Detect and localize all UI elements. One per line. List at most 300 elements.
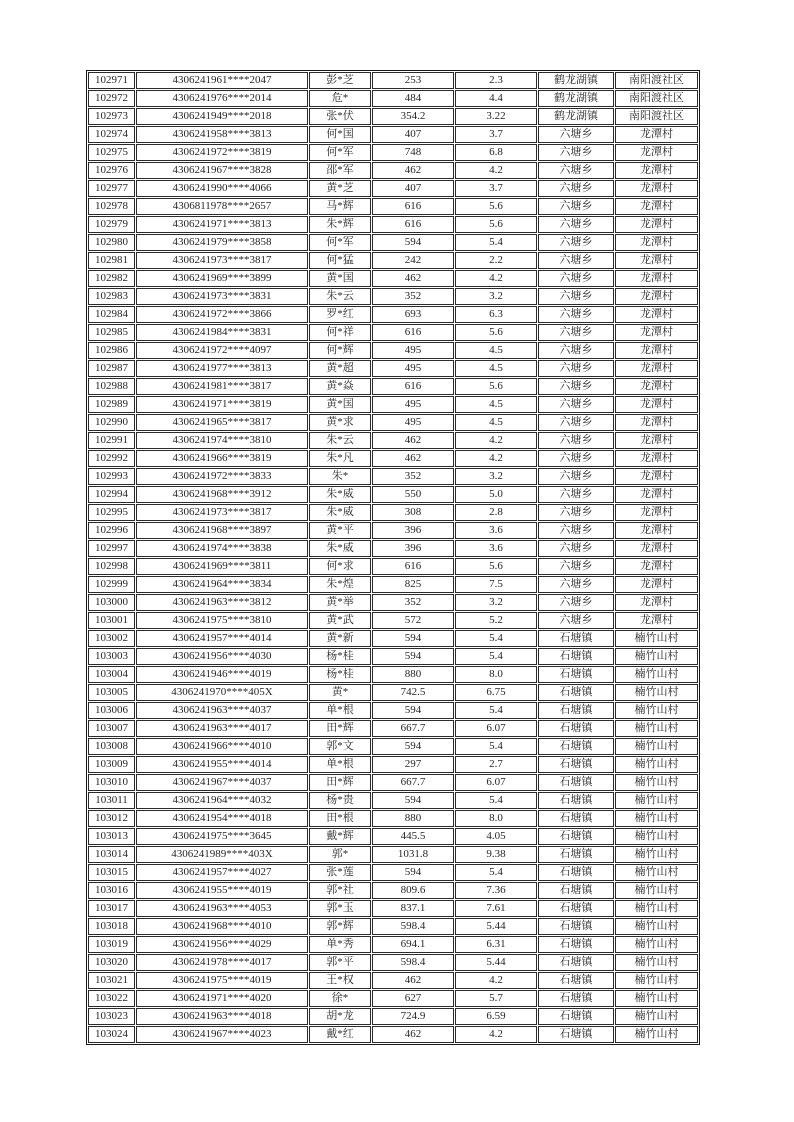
- cell-town: 六塘乡: [538, 432, 614, 449]
- cell-id_masked: 4306241973****3817: [136, 504, 308, 521]
- cell-town: 六塘乡: [538, 216, 614, 233]
- cell-id_masked: 4306241955****4019: [136, 882, 308, 899]
- cell-name: 黄*焱: [309, 378, 371, 395]
- cell-name: 田*根: [309, 810, 371, 827]
- cell-town: 石塘镇: [538, 738, 614, 755]
- cell-amount: 594: [372, 792, 454, 809]
- cell-seq: 103020: [88, 954, 135, 971]
- cell-name: 何*辉: [309, 342, 371, 359]
- cell-name: 郭*玉: [309, 900, 371, 917]
- cell-name: 张*莲: [309, 864, 371, 881]
- cell-town: 石塘镇: [538, 828, 614, 845]
- cell-amount: 462: [372, 270, 454, 287]
- cell-amount: 354.2: [372, 108, 454, 125]
- cell-id_masked: 4306241974****3838: [136, 540, 308, 557]
- cell-id_masked: 4306241979****3858: [136, 234, 308, 251]
- table-row: [88, 108, 698, 125]
- cell-town: 石塘镇: [538, 666, 614, 683]
- cell-town: 六塘乡: [538, 450, 614, 467]
- cell-rate: 6.31: [455, 936, 537, 953]
- cell-village: 龙潭村: [615, 540, 698, 557]
- table-row: [88, 720, 698, 737]
- cell-town: 六塘乡: [538, 468, 614, 485]
- cell-seq: 103008: [88, 738, 135, 755]
- cell-name: 朱*威: [309, 540, 371, 557]
- cell-rate: 5.7: [455, 990, 537, 1007]
- cell-village: 龙潭村: [615, 126, 698, 143]
- cell-name: 朱*威: [309, 486, 371, 503]
- table-row: [88, 684, 698, 701]
- cell-town: 石塘镇: [538, 882, 614, 899]
- cell-seq: 103014: [88, 846, 135, 863]
- table-row: [88, 648, 698, 665]
- table-row: [88, 576, 698, 593]
- cell-village: 楠竹山村: [615, 702, 698, 719]
- cell-seq: 102990: [88, 414, 135, 431]
- cell-seq: 102971: [88, 72, 135, 89]
- cell-rate: 5.6: [455, 324, 537, 341]
- cell-village: 楠竹山村: [615, 918, 698, 935]
- cell-town: 六塘乡: [538, 576, 614, 593]
- cell-id_masked: 4306241966****4010: [136, 738, 308, 755]
- cell-seq: 103001: [88, 612, 135, 629]
- cell-rate: 5.6: [455, 198, 537, 215]
- cell-amount: 742.5: [372, 684, 454, 701]
- cell-town: 六塘乡: [538, 234, 614, 251]
- cell-town: 六塘乡: [538, 162, 614, 179]
- cell-seq: 102997: [88, 540, 135, 557]
- cell-name: 危*: [309, 90, 371, 107]
- cell-amount: 396: [372, 522, 454, 539]
- cell-amount: 667.7: [372, 720, 454, 737]
- cell-amount: 594: [372, 738, 454, 755]
- cell-name: 何*求: [309, 558, 371, 575]
- cell-town: 六塘乡: [538, 540, 614, 557]
- cell-town: 六塘乡: [538, 594, 614, 611]
- cell-id_masked: 4306241989****403X: [136, 846, 308, 863]
- cell-name: 郭*社: [309, 882, 371, 899]
- cell-rate: 4.2: [455, 432, 537, 449]
- cell-rate: 5.0: [455, 486, 537, 503]
- cell-rate: 3.2: [455, 468, 537, 485]
- cell-id_masked: 4306241949****2018: [136, 108, 308, 125]
- cell-rate: 3.2: [455, 288, 537, 305]
- cell-rate: 4.5: [455, 342, 537, 359]
- table-row: [88, 990, 698, 1007]
- table-row: [88, 432, 698, 449]
- cell-id_masked: 4306241958****3813: [136, 126, 308, 143]
- cell-seq: 103021: [88, 972, 135, 989]
- table-row: [88, 306, 698, 323]
- cell-seq: 103009: [88, 756, 135, 773]
- cell-seq: 103011: [88, 792, 135, 809]
- cell-seq: 102978: [88, 198, 135, 215]
- cell-seq: 102977: [88, 180, 135, 197]
- cell-village: 楠竹山村: [615, 900, 698, 917]
- cell-id_masked: 4306241967****4037: [136, 774, 308, 791]
- cell-amount: 616: [372, 216, 454, 233]
- cell-amount: 407: [372, 126, 454, 143]
- cell-rate: 9.38: [455, 846, 537, 863]
- cell-village: 楠竹山村: [615, 864, 698, 881]
- cell-village: 龙潭村: [615, 342, 698, 359]
- cell-name: 黄*芝: [309, 180, 371, 197]
- table-row: [88, 414, 698, 431]
- cell-seq: 103012: [88, 810, 135, 827]
- cell-amount: 352: [372, 468, 454, 485]
- cell-town: 石塘镇: [538, 792, 614, 809]
- cell-town: 石塘镇: [538, 900, 614, 917]
- cell-rate: 6.59: [455, 1008, 537, 1025]
- cell-rate: 5.2: [455, 612, 537, 629]
- cell-town: 六塘乡: [538, 198, 614, 215]
- cell-amount: 495: [372, 396, 454, 413]
- cell-village: 楠竹山村: [615, 630, 698, 647]
- table-row: [88, 378, 698, 395]
- cell-seq: 102989: [88, 396, 135, 413]
- cell-name: 何*猛: [309, 252, 371, 269]
- cell-name: 邵*军: [309, 162, 371, 179]
- cell-seq: 103023: [88, 1008, 135, 1025]
- table-row: [88, 360, 698, 377]
- cell-village: 龙潭村: [615, 414, 698, 431]
- cell-rate: 2.2: [455, 252, 537, 269]
- cell-town: 石塘镇: [538, 936, 614, 953]
- cell-id_masked: 4306241981****3817: [136, 378, 308, 395]
- cell-town: 六塘乡: [538, 414, 614, 431]
- cell-village: 龙潭村: [615, 612, 698, 629]
- cell-rate: 6.07: [455, 774, 537, 791]
- cell-amount: 837.1: [372, 900, 454, 917]
- cell-id_masked: 4306241971****3819: [136, 396, 308, 413]
- cell-seq: 102992: [88, 450, 135, 467]
- cell-rate: 5.4: [455, 630, 537, 647]
- table-row: [88, 126, 698, 143]
- cell-amount: 748: [372, 144, 454, 161]
- cell-id_masked: 4306241973****3817: [136, 252, 308, 269]
- cell-id_masked: 4306241964****3834: [136, 576, 308, 593]
- cell-rate: 5.4: [455, 738, 537, 755]
- table-row: [88, 702, 698, 719]
- cell-amount: 253: [372, 72, 454, 89]
- cell-id_masked: 4306241975****3810: [136, 612, 308, 629]
- cell-seq: 103007: [88, 720, 135, 737]
- cell-amount: 598.4: [372, 918, 454, 935]
- cell-seq: 102995: [88, 504, 135, 521]
- cell-village: 龙潭村: [615, 576, 698, 593]
- cell-seq: 103006: [88, 702, 135, 719]
- cell-id_masked: 4306241969****3811: [136, 558, 308, 575]
- table-row: [88, 216, 698, 233]
- cell-rate: 5.44: [455, 918, 537, 935]
- cell-amount: 407: [372, 180, 454, 197]
- cell-amount: 616: [372, 558, 454, 575]
- table-row: [88, 882, 698, 899]
- cell-village: 龙潭村: [615, 450, 698, 467]
- cell-village: 龙潭村: [615, 396, 698, 413]
- cell-name: 戴*辉: [309, 828, 371, 845]
- cell-town: 六塘乡: [538, 342, 614, 359]
- table-row: [88, 756, 698, 773]
- cell-id_masked: 4306241967****3828: [136, 162, 308, 179]
- cell-id_masked: 4306241978****4017: [136, 954, 308, 971]
- cell-amount: 495: [372, 414, 454, 431]
- cell-town: 六塘乡: [538, 144, 614, 161]
- cell-village: 龙潭村: [615, 216, 698, 233]
- cell-id_masked: 4306241975****4019: [136, 972, 308, 989]
- cell-village: 楠竹山村: [615, 936, 698, 953]
- cell-rate: 2.8: [455, 504, 537, 521]
- cell-name: 郭*辉: [309, 918, 371, 935]
- cell-amount: 880: [372, 810, 454, 827]
- cell-amount: 880: [372, 666, 454, 683]
- cell-village: 龙潭村: [615, 270, 698, 287]
- cell-village: 龙潭村: [615, 162, 698, 179]
- cell-id_masked: 4306241974****3810: [136, 432, 308, 449]
- cell-seq: 103018: [88, 918, 135, 935]
- cell-town: 石塘镇: [538, 846, 614, 863]
- cell-rate: 7.5: [455, 576, 537, 593]
- cell-village: 龙潭村: [615, 504, 698, 521]
- cell-id_masked: 4306241990****4066: [136, 180, 308, 197]
- cell-rate: 5.4: [455, 864, 537, 881]
- cell-rate: 4.5: [455, 414, 537, 431]
- table-row: [88, 936, 698, 953]
- cell-village: 楠竹山村: [615, 810, 698, 827]
- cell-amount: 462: [372, 450, 454, 467]
- cell-name: 杨*桂: [309, 648, 371, 665]
- cell-village: 龙潭村: [615, 594, 698, 611]
- cell-seq: 102984: [88, 306, 135, 323]
- table-row: [88, 270, 698, 287]
- cell-town: 六塘乡: [538, 558, 614, 575]
- cell-amount: 462: [372, 162, 454, 179]
- cell-town: 六塘乡: [538, 252, 614, 269]
- cell-village: 龙潭村: [615, 234, 698, 251]
- cell-rate: 5.6: [455, 216, 537, 233]
- cell-name: 朱*凡: [309, 450, 371, 467]
- cell-town: 六塘乡: [538, 360, 614, 377]
- cell-amount: 594: [372, 864, 454, 881]
- cell-village: 楠竹山村: [615, 954, 698, 971]
- cell-name: 马*辉: [309, 198, 371, 215]
- cell-amount: 352: [372, 594, 454, 611]
- cell-id_masked: 4306241955****4014: [136, 756, 308, 773]
- cell-name: 朱*云: [309, 288, 371, 305]
- cell-id_masked: 4306241971****4020: [136, 990, 308, 1007]
- cell-id_masked: 4306241976****2014: [136, 90, 308, 107]
- cell-name: 黄*国: [309, 270, 371, 287]
- cell-town: 六塘乡: [538, 270, 614, 287]
- cell-name: 张*伏: [309, 108, 371, 125]
- cell-amount: 462: [372, 1026, 454, 1043]
- table-row: [88, 198, 698, 215]
- cell-id_masked: 4306811978****2657: [136, 198, 308, 215]
- cell-id_masked: 4306241977****3813: [136, 360, 308, 377]
- cell-name: 田*辉: [309, 720, 371, 737]
- cell-name: 黄*国: [309, 396, 371, 413]
- cell-rate: 3.22: [455, 108, 537, 125]
- table-row: [88, 738, 698, 755]
- cell-name: 郭*文: [309, 738, 371, 755]
- cell-town: 六塘乡: [538, 504, 614, 521]
- cell-amount: 462: [372, 972, 454, 989]
- cell-amount: 308: [372, 504, 454, 521]
- cell-rate: 2.3: [455, 72, 537, 89]
- cell-seq: 103004: [88, 666, 135, 683]
- cell-town: 六塘乡: [538, 522, 614, 539]
- cell-seq: 102973: [88, 108, 135, 125]
- cell-rate: 5.4: [455, 792, 537, 809]
- table-row: [88, 774, 698, 791]
- cell-rate: 4.2: [455, 162, 537, 179]
- cell-id_masked: 4306241961****2047: [136, 72, 308, 89]
- cell-name: 朱*: [309, 468, 371, 485]
- table-row: [88, 864, 698, 881]
- cell-id_masked: 4306241963****4053: [136, 900, 308, 917]
- table-row: [88, 666, 698, 683]
- cell-amount: 724.9: [372, 1008, 454, 1025]
- cell-rate: 6.07: [455, 720, 537, 737]
- cell-id_masked: 4306241967****4023: [136, 1026, 308, 1043]
- cell-id_masked: 4306241968****3897: [136, 522, 308, 539]
- cell-rate: 4.5: [455, 396, 537, 413]
- cell-amount: 693: [372, 306, 454, 323]
- cell-name: 黄*武: [309, 612, 371, 629]
- subsidy-data-table: [86, 70, 700, 1045]
- cell-seq: 102981: [88, 252, 135, 269]
- cell-town: 六塘乡: [538, 486, 614, 503]
- cell-name: 黄*新: [309, 630, 371, 647]
- cell-rate: 2.7: [455, 756, 537, 773]
- table-row: [88, 450, 698, 467]
- cell-town: 鹤龙湖镇: [538, 72, 614, 89]
- cell-name: 戴*红: [309, 1026, 371, 1043]
- cell-name: 杨*桂: [309, 666, 371, 683]
- cell-town: 石塘镇: [538, 630, 614, 647]
- cell-town: 石塘镇: [538, 720, 614, 737]
- cell-rate: 8.0: [455, 666, 537, 683]
- cell-seq: 103000: [88, 594, 135, 611]
- cell-rate: 5.6: [455, 378, 537, 395]
- cell-rate: 6.3: [455, 306, 537, 323]
- cell-name: 单*秀: [309, 936, 371, 953]
- cell-id_masked: 4306241963****4018: [136, 1008, 308, 1025]
- cell-name: 郭*: [309, 846, 371, 863]
- cell-amount: 484: [372, 90, 454, 107]
- cell-amount: 495: [372, 342, 454, 359]
- cell-id_masked: 4306241965****3817: [136, 414, 308, 431]
- cell-amount: 616: [372, 324, 454, 341]
- cell-name: 黄*举: [309, 594, 371, 611]
- cell-town: 石塘镇: [538, 918, 614, 935]
- cell-village: 楠竹山村: [615, 774, 698, 791]
- cell-seq: 102983: [88, 288, 135, 305]
- cell-id_masked: 4306241956****4030: [136, 648, 308, 665]
- cell-id_masked: 4306241956****4029: [136, 936, 308, 953]
- cell-id_masked: 4306241984****3831: [136, 324, 308, 341]
- cell-rate: 6.75: [455, 684, 537, 701]
- cell-seq: 102975: [88, 144, 135, 161]
- cell-name: 朱*威: [309, 504, 371, 521]
- table-row: [88, 630, 698, 647]
- cell-village: 楠竹山村: [615, 990, 698, 1007]
- cell-amount: 242: [372, 252, 454, 269]
- table-row: [88, 828, 698, 845]
- cell-amount: 462: [372, 432, 454, 449]
- cell-town: 六塘乡: [538, 396, 614, 413]
- cell-id_masked: 4306241963****3812: [136, 594, 308, 611]
- cell-seq: 102974: [88, 126, 135, 143]
- table-row: [88, 486, 698, 503]
- cell-rate: 7.36: [455, 882, 537, 899]
- cell-village: 龙潭村: [615, 468, 698, 485]
- cell-seq: 103002: [88, 630, 135, 647]
- cell-seq: 102976: [88, 162, 135, 179]
- cell-name: 田*辉: [309, 774, 371, 791]
- cell-rate: 5.4: [455, 702, 537, 719]
- cell-seq: 103017: [88, 900, 135, 917]
- cell-town: 石塘镇: [538, 1008, 614, 1025]
- cell-id_masked: 4306241968****3912: [136, 486, 308, 503]
- cell-seq: 102999: [88, 576, 135, 593]
- cell-village: 楠竹山村: [615, 828, 698, 845]
- cell-amount: 627: [372, 990, 454, 1007]
- cell-village: 楠竹山村: [615, 684, 698, 701]
- cell-name: 何*军: [309, 234, 371, 251]
- cell-amount: 1031.8: [372, 846, 454, 863]
- cell-village: 楠竹山村: [615, 756, 698, 773]
- cell-amount: 694.1: [372, 936, 454, 953]
- cell-id_masked: 4306241966****3819: [136, 450, 308, 467]
- cell-amount: 297: [372, 756, 454, 773]
- cell-town: 六塘乡: [538, 126, 614, 143]
- cell-amount: 396: [372, 540, 454, 557]
- table-row: [88, 252, 698, 269]
- cell-village: 龙潭村: [615, 252, 698, 269]
- cell-rate: 6.8: [455, 144, 537, 161]
- cell-id_masked: 4306241964****4032: [136, 792, 308, 809]
- cell-name: 黄*超: [309, 360, 371, 377]
- table-row: [88, 234, 698, 251]
- cell-rate: 3.2: [455, 594, 537, 611]
- cell-id_masked: 4306241963****4037: [136, 702, 308, 719]
- cell-village: 龙潭村: [615, 432, 698, 449]
- cell-id_masked: 4306241972****4097: [136, 342, 308, 359]
- cell-town: 石塘镇: [538, 756, 614, 773]
- cell-name: 朱*煌: [309, 576, 371, 593]
- cell-id_masked: 4306241970****405X: [136, 684, 308, 701]
- table-row: [88, 558, 698, 575]
- table-row: [88, 72, 698, 89]
- cell-rate: 5.4: [455, 648, 537, 665]
- cell-seq: 102972: [88, 90, 135, 107]
- table-row: [88, 90, 698, 107]
- cell-village: 楠竹山村: [615, 1026, 698, 1043]
- cell-name: 何*军: [309, 144, 371, 161]
- cell-amount: 616: [372, 198, 454, 215]
- cell-village: 楠竹山村: [615, 882, 698, 899]
- cell-rate: 4.4: [455, 90, 537, 107]
- cell-town: 石塘镇: [538, 954, 614, 971]
- cell-rate: 4.2: [455, 270, 537, 287]
- table-row: [88, 810, 698, 827]
- cell-id_masked: 4306241972****3866: [136, 306, 308, 323]
- cell-village: 南阳渡社区: [615, 90, 698, 107]
- cell-village: 龙潭村: [615, 180, 698, 197]
- cell-amount: 572: [372, 612, 454, 629]
- cell-id_masked: 4306241969****3899: [136, 270, 308, 287]
